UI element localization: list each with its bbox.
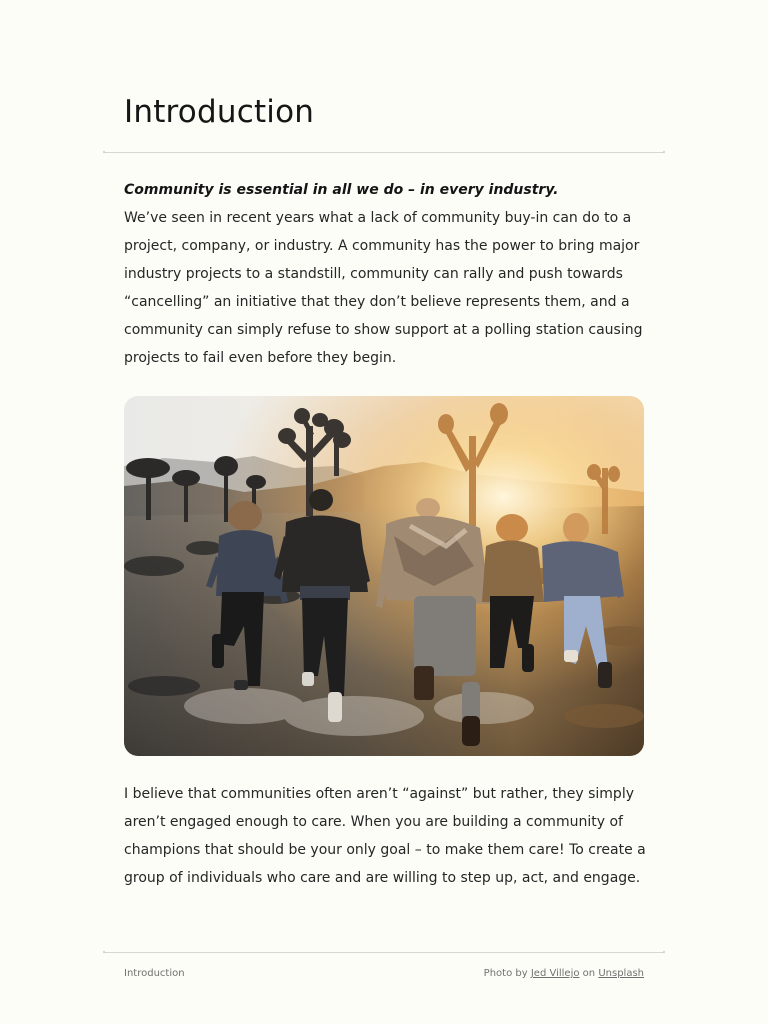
closing-paragraph: I believe that communities often aren’t “against” but rather, they simply aren’t engaged enough to care. When you are building a community of champions that should be your only goal – to make them care! To create a group of individuals who care and are willing to step up, act, and engage. bbox=[124, 786, 646, 886]
footer-divider bbox=[104, 952, 664, 953]
footer-section-label: Introduction bbox=[124, 968, 185, 979]
page-title: Introduction bbox=[124, 94, 315, 130]
title-divider bbox=[104, 152, 664, 153]
credit-prefix: Photo by bbox=[483, 968, 528, 979]
photographer-link[interactable]: Jed Villejo bbox=[530, 968, 580, 979]
photo-credit bbox=[484, 968, 644, 979]
lead-sentence: Community is essential in all we do – in every industry. bbox=[124, 182, 559, 198]
credit-middle: on bbox=[582, 968, 596, 979]
photo-illustration bbox=[124, 396, 644, 756]
unsplash-link[interactable]: Unsplash bbox=[598, 968, 644, 979]
community-photo bbox=[124, 396, 644, 756]
intro-paragraph: We’ve seen in recent years what a lack of community buy-in can do to a project, company, or industry. A community has the power to bring major industry projects to a standstill, community can rally and push towards “cancelling” an initiative that they don’t believe represents them, and a community can simply refuse to show support at a polling station causing projects to fail even before they begin. bbox=[124, 210, 643, 366]
